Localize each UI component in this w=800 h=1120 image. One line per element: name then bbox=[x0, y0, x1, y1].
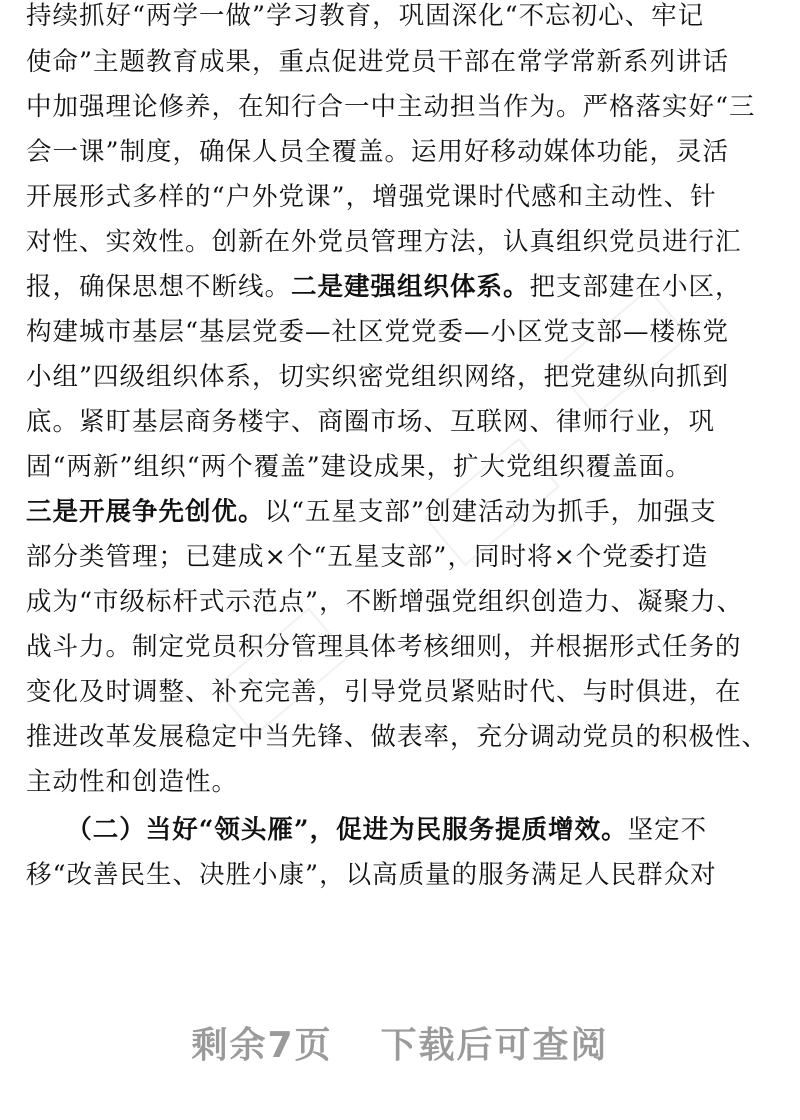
text-run: 使命”主题教育成果，重点促进党员干部在常学常新系列讲话 bbox=[26, 47, 730, 77]
text-run: 变化及时调整、补充完善，引导党员紧贴时代、与时俱进，在 bbox=[26, 677, 742, 707]
text-run: 部分类管理；已建成×个“五星支部”，同时将×个党委打造 bbox=[26, 542, 709, 572]
text-run: 小组”四级组织体系，切实织密党组织网络，把党建纵向抓到 bbox=[26, 362, 730, 392]
text-line bbox=[26, 222, 776, 262]
bold-heading-run: （二）当好“领头雁”，促进为民服务提质增效。 bbox=[79, 815, 628, 845]
text-run: 战斗力。制定党员积分管理具体考核细则，并根据形式任务的 bbox=[26, 632, 742, 662]
text-run: 固“两新”组织“两个覆盖”建设成果，扩大党组织覆盖面。 bbox=[26, 452, 692, 482]
text-line bbox=[26, 810, 776, 850]
text-run: 构建城市基层“基层党委—社区党党委—小区党支部—楼栋党 bbox=[26, 317, 730, 347]
text-run: 底。紧盯基层商务楼宇、商圈市场、互联网、律师行业，巩 bbox=[26, 407, 716, 437]
text-run: 报，确保思想不断线。 bbox=[26, 272, 292, 302]
text-line bbox=[26, 582, 776, 622]
text-line bbox=[26, 42, 776, 82]
text-line bbox=[26, 537, 776, 577]
text-run: 成为“市级标杆式示范点”，不断增强党组织创造力、凝聚力、 bbox=[26, 587, 744, 617]
text-line bbox=[26, 177, 776, 217]
text-run: 推进改革发展稳定中当先锋、做表率，充分调动党员的积极性、 bbox=[26, 722, 769, 752]
text-line bbox=[26, 312, 776, 352]
text-run: 移“改善民生、决胜小康”，以高质量的服务满足人民群众对 bbox=[26, 860, 717, 890]
text-line bbox=[26, 87, 776, 127]
text-run: 以“五星支部”创建活动为抓手，加强支 bbox=[264, 497, 717, 527]
text-run: 会一课”制度，确保人员全覆盖。运用好移动媒体功能，灵活 bbox=[26, 137, 730, 167]
text-line bbox=[26, 492, 776, 532]
text-run: 开展形式多样的“户外党课”，增强党课时代感和主动性、针 bbox=[26, 182, 717, 212]
text-line bbox=[26, 267, 776, 307]
download-to-view-text: 下载后可查阅 bbox=[380, 1025, 609, 1066]
remaining-pages-text: 剩余7页 bbox=[191, 1025, 333, 1066]
bold-heading-run: 三是开展争先创优。 bbox=[26, 497, 265, 527]
text-line bbox=[26, 132, 776, 172]
text-run: 对性、实效性。创新在外党员管理方法，认真组织党员进行汇 bbox=[26, 227, 742, 257]
text-line bbox=[26, 402, 776, 442]
bold-heading-run: 二是建强组织体系。 bbox=[291, 272, 530, 302]
text-line bbox=[26, 717, 776, 757]
text-run: 主动性和创造性。 bbox=[26, 767, 239, 797]
text-line bbox=[26, 762, 776, 802]
download-prompt[interactable] bbox=[0, 1018, 800, 1074]
text-line bbox=[26, 447, 776, 487]
text-run: 把支部建在小区， bbox=[529, 272, 742, 302]
text-line bbox=[26, 855, 776, 895]
text-run: 持续抓好“两学一做”学习教育，巩固深化“不忘初心、牢记 bbox=[26, 1, 705, 31]
text-run: 坚定不 bbox=[627, 815, 708, 845]
indent bbox=[26, 815, 79, 845]
text-line bbox=[26, 0, 776, 36]
text-line bbox=[26, 672, 776, 712]
text-line bbox=[26, 357, 776, 397]
text-line bbox=[26, 627, 776, 667]
text-run: 中加强理论修养，在知行合一中主动担当作为。严格落实好“三 bbox=[26, 92, 756, 122]
